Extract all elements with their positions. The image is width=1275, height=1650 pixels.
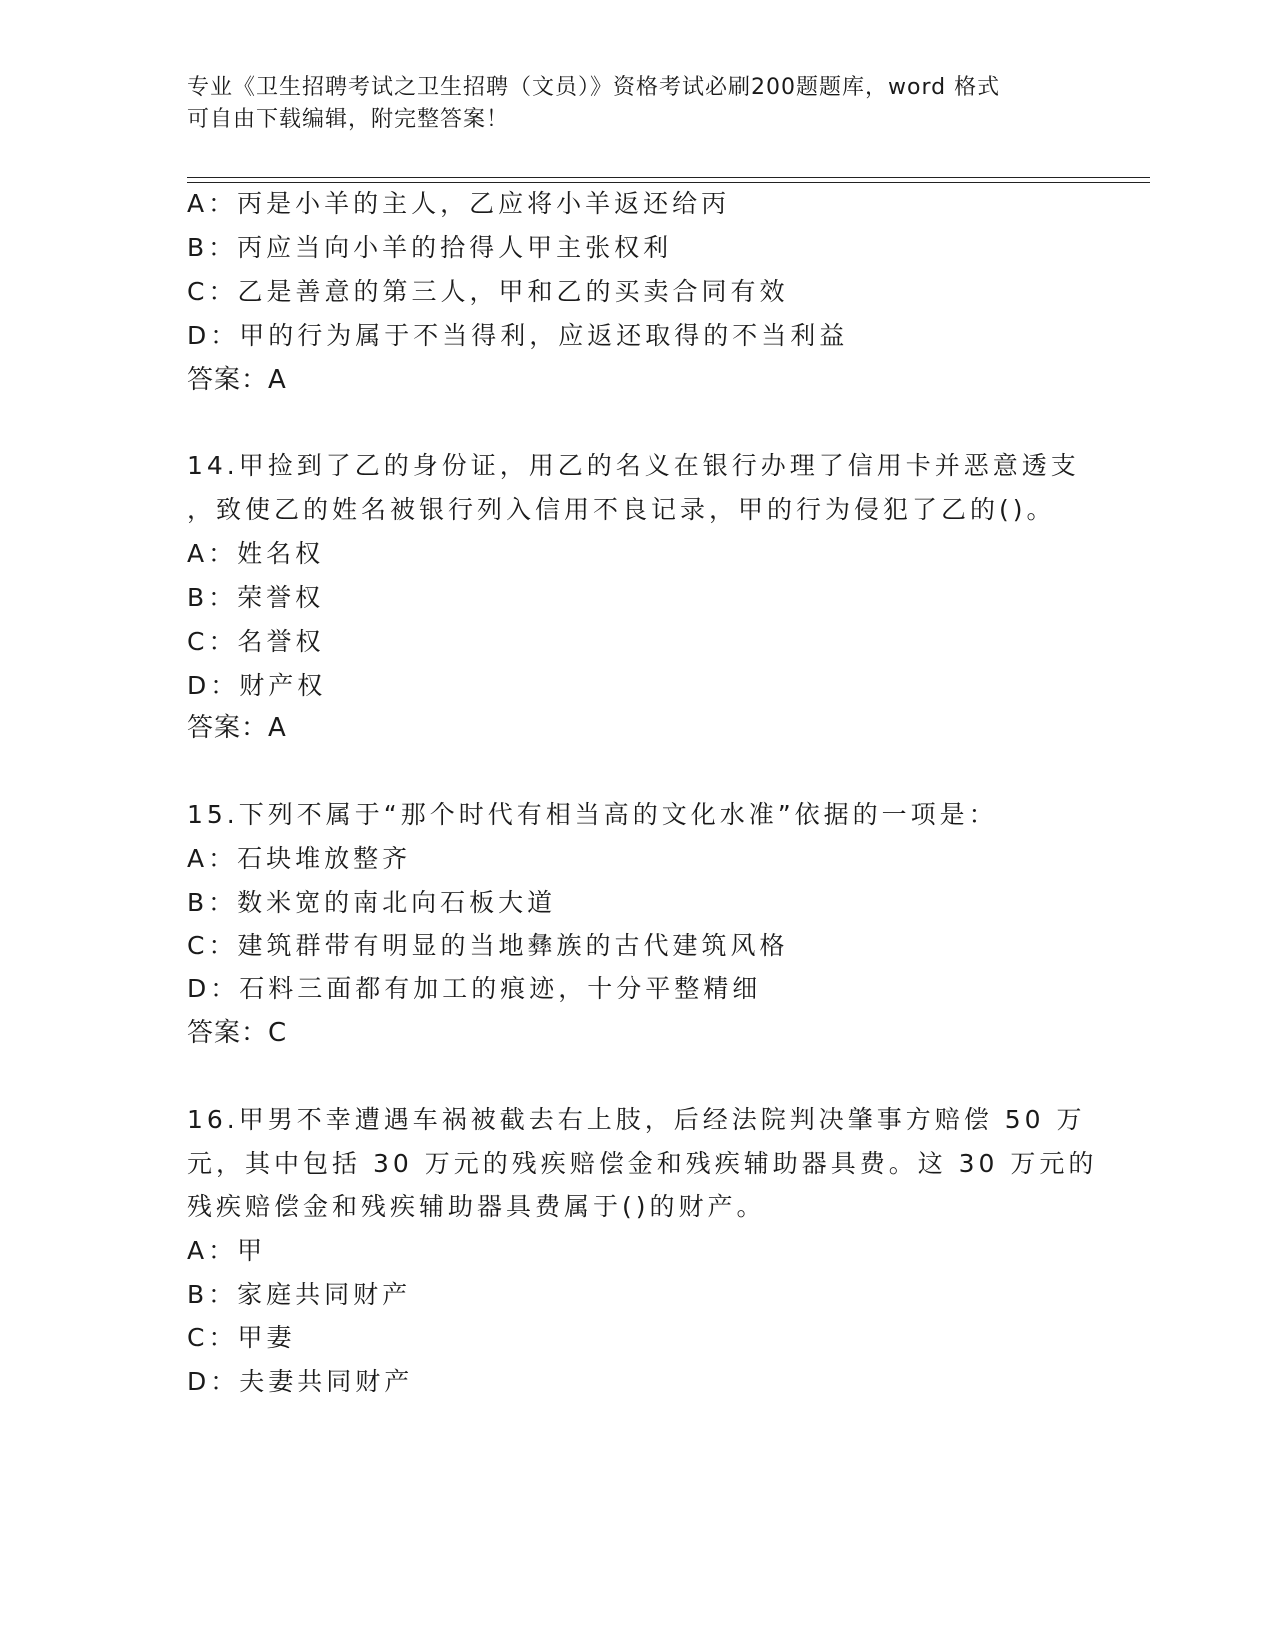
q15-option-d: D：石料三面都有加工的痕迹，十分平整精细 <box>187 974 762 1003</box>
q16-stem-line-1: 16.甲男不幸遭遇车祸被截去右上肢，后经法院判决肇事方赔偿 50 万 <box>187 1105 1086 1134</box>
q16-option-d: D：夫妻共同财产 <box>187 1367 414 1396</box>
q15-option-a: A：石块堆放整齐 <box>187 844 412 873</box>
q15-option-b: B：数米宽的南北向石板大道 <box>187 888 557 917</box>
q14-stem-line-2: ，致使乙的姓名被银行列入信用不良记录，甲的行为侵犯了乙的()。 <box>187 495 1056 524</box>
q16-stem-line-2: 元，其中包括 30 万元的残疾赔偿金和残疾辅助器具费。这 30 万元的 <box>187 1149 1098 1178</box>
q16-option-c: C：甲妻 <box>187 1323 296 1352</box>
header-rule-top <box>187 177 1150 178</box>
q14-stem-line-1: 14.甲捡到了乙的身份证，用乙的名义在银行办理了信用卡并恶意透支 <box>187 451 1080 480</box>
q15-answer: 答案：C <box>187 1018 288 1048</box>
q13-answer: 答案：A <box>187 365 287 395</box>
q14-option-d: D：财产权 <box>187 671 327 700</box>
q16-option-a: A：甲 <box>187 1236 267 1265</box>
header-rule-bottom <box>187 182 1150 183</box>
header-line-1: 专业《卫生招聘考试之卫生招聘（文员）》资格考试必刷200题题库，word 格式 <box>187 75 1001 100</box>
q14-answer: 答案：A <box>187 713 287 743</box>
q13-option-d: D：甲的行为属于不当得利，应返还取得的不当利益 <box>187 321 849 350</box>
header-line-2: 可自由下载编辑，附完整答案！ <box>187 107 510 132</box>
q14-option-c: C：名誉权 <box>187 627 325 656</box>
q13-option-a: A：丙是小羊的主人，乙应将小羊返还给丙 <box>187 189 731 218</box>
q15-stem-line-1: 15.下列不属于“那个时代有相当高的文化水准”依据的一项是： <box>187 800 998 829</box>
q15-option-c: C：建筑群带有明显的当地彝族的古代建筑风格 <box>187 931 789 960</box>
q14-option-b: B：荣誉权 <box>187 583 325 612</box>
q13-option-c: C：乙是善意的第三人，甲和乙的买卖合同有效 <box>187 277 789 306</box>
q16-option-b: B：家庭共同财产 <box>187 1280 412 1309</box>
q16-stem-line-3: 残疾赔偿金和残疾辅助器具费属于()的财产。 <box>187 1192 766 1221</box>
q14-option-a: A：姓名权 <box>187 539 325 568</box>
document-header <box>187 72 1067 136</box>
q13-option-b: B：丙应当向小羊的拾得人甲主张权利 <box>187 233 673 262</box>
